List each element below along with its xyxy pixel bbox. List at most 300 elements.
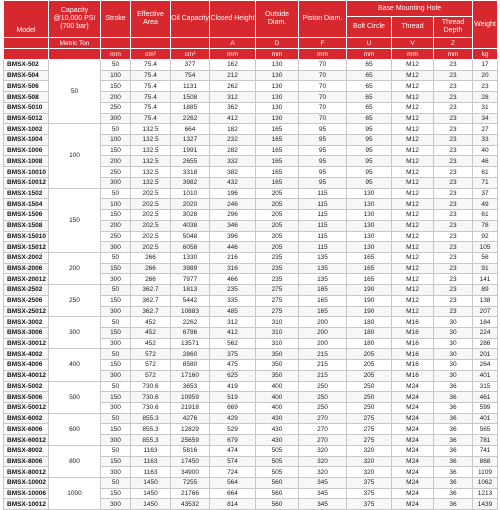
cell-capacity: 1000 bbox=[49, 478, 101, 510]
cell-piston-diam: 250 bbox=[299, 403, 347, 414]
cell-effective-area: 75.4 bbox=[131, 113, 171, 124]
cell-effective-area: 572 bbox=[131, 360, 171, 371]
cell-bolt-circle: 130 bbox=[347, 231, 392, 242]
cell-thread-depth: 30 bbox=[434, 327, 473, 338]
cell-model: BMSX-1508 bbox=[4, 220, 49, 231]
cell-weight: 27 bbox=[473, 124, 498, 135]
unit-weight: kg bbox=[473, 49, 498, 60]
cell-thread-depth: 36 bbox=[434, 488, 473, 499]
letter-thread-depth: Z bbox=[434, 38, 473, 49]
cell-outside-diam: 430 bbox=[256, 413, 299, 424]
cell-piston-diam: 200 bbox=[299, 317, 347, 328]
cell-weight: 61 bbox=[473, 210, 498, 221]
cell-thread-depth: 23 bbox=[434, 81, 473, 92]
cell-thread: M24 bbox=[392, 478, 434, 489]
cell-effective-area: 75.4 bbox=[131, 102, 171, 113]
cell-thread-depth: 36 bbox=[434, 435, 473, 446]
cell-model: BMSX-5006 bbox=[4, 392, 49, 403]
cell-oil-capacity: 8580 bbox=[171, 360, 210, 371]
cell-bolt-circle: 275 bbox=[347, 435, 392, 446]
cell-outside-diam: 205 bbox=[256, 242, 299, 253]
cell-effective-area: 266 bbox=[131, 263, 171, 274]
cell-piston-diam: 215 bbox=[299, 370, 347, 381]
cell-oil-capacity: 5816 bbox=[171, 445, 210, 456]
cell-thread: M16 bbox=[392, 370, 434, 381]
cell-weight: 286 bbox=[473, 338, 498, 349]
cell-thread: M12 bbox=[392, 113, 434, 124]
cell-outside-diam: 400 bbox=[256, 403, 299, 414]
cell-model: BMSX-504 bbox=[4, 70, 49, 81]
cell-outside-diam: 505 bbox=[256, 445, 299, 456]
cell-model: BMSX-5010 bbox=[4, 102, 49, 113]
cell-bolt-circle: 95 bbox=[347, 167, 392, 178]
unit-effective-area: cm² bbox=[131, 49, 171, 60]
cell-oil-capacity: 17450 bbox=[171, 456, 210, 467]
cell-weight: 224 bbox=[473, 327, 498, 338]
cell-outside-diam: 400 bbox=[256, 392, 299, 403]
cell-bolt-circle: 375 bbox=[347, 478, 392, 489]
cell-oil-capacity: 377 bbox=[171, 60, 210, 71]
cell-piston-diam: 115 bbox=[299, 210, 347, 221]
cell-bolt-circle: 95 bbox=[347, 177, 392, 188]
table-row bbox=[4, 349, 498, 360]
cell-closed-height: 475 bbox=[210, 360, 256, 371]
cell-piston-diam: 115 bbox=[299, 242, 347, 253]
cell-model: BMSX-506 bbox=[4, 81, 49, 92]
cell-outside-diam: 275 bbox=[256, 306, 299, 317]
cell-thread: M12 bbox=[392, 135, 434, 146]
cell-thread-depth: 23 bbox=[434, 306, 473, 317]
cell-stroke: 300 bbox=[101, 306, 131, 317]
cell-thread-depth: 36 bbox=[434, 499, 473, 510]
header-thread: Thread bbox=[392, 17, 434, 38]
letter-stroke-blank bbox=[101, 38, 131, 49]
cell-outside-diam: 310 bbox=[256, 317, 299, 328]
cell-effective-area: 452 bbox=[131, 317, 171, 328]
cell-oil-capacity: 43532 bbox=[171, 499, 210, 510]
cell-stroke: 150 bbox=[101, 424, 131, 435]
cell-bolt-circle: 130 bbox=[347, 220, 392, 231]
cell-bolt-circle: 320 bbox=[347, 445, 392, 456]
cell-closed-height: 429 bbox=[210, 413, 256, 424]
cell-weight: 23 bbox=[473, 81, 498, 92]
cell-outside-diam: 560 bbox=[256, 478, 299, 489]
cell-outside-diam: 275 bbox=[256, 295, 299, 306]
header-effective-area: Effective Area bbox=[131, 1, 171, 38]
cell-outside-diam: 560 bbox=[256, 499, 299, 510]
unit-thread-depth: mm bbox=[434, 49, 473, 60]
cell-model: BMSX-1502 bbox=[4, 188, 49, 199]
cell-model: BMSX-1002 bbox=[4, 124, 49, 135]
cell-weight: 264 bbox=[473, 360, 498, 371]
cell-piston-diam: 165 bbox=[299, 295, 347, 306]
cell-oil-capacity: 5442 bbox=[171, 295, 210, 306]
cell-closed-height: 446 bbox=[210, 242, 256, 253]
cell-thread-depth: 36 bbox=[434, 456, 473, 467]
cell-effective-area: 362.7 bbox=[131, 306, 171, 317]
cell-bolt-circle: 375 bbox=[347, 488, 392, 499]
cell-closed-height: 419 bbox=[210, 381, 256, 392]
cell-closed-height: 474 bbox=[210, 445, 256, 456]
cell-piston-diam: 270 bbox=[299, 413, 347, 424]
cell-model: BMSX-1506 bbox=[4, 210, 49, 221]
cell-outside-diam: 560 bbox=[256, 488, 299, 499]
cell-piston-diam: 320 bbox=[299, 445, 347, 456]
cell-effective-area: 75.4 bbox=[131, 70, 171, 81]
cell-outside-diam: 430 bbox=[256, 435, 299, 446]
cell-oil-capacity: 3028 bbox=[171, 210, 210, 221]
cell-weight: 71 bbox=[473, 177, 498, 188]
cell-effective-area: 572 bbox=[131, 370, 171, 381]
cell-oil-capacity: 25659 bbox=[171, 435, 210, 446]
cell-oil-capacity: 2262 bbox=[171, 113, 210, 124]
cell-thread-depth: 23 bbox=[434, 177, 473, 188]
cell-model: BMSX-2502 bbox=[4, 285, 49, 296]
cell-weight: 565 bbox=[473, 424, 498, 435]
cell-thread-depth: 30 bbox=[434, 317, 473, 328]
cell-bolt-circle: 250 bbox=[347, 381, 392, 392]
cell-model: BMSX-40012 bbox=[4, 370, 49, 381]
cell-thread: M24 bbox=[392, 456, 434, 467]
cell-thread: M24 bbox=[392, 435, 434, 446]
cell-model: BMSX-1504 bbox=[4, 199, 49, 210]
cell-stroke: 50 bbox=[101, 285, 131, 296]
cell-thread: M12 bbox=[392, 124, 434, 135]
cell-bolt-circle: 130 bbox=[347, 242, 392, 253]
cell-outside-diam: 400 bbox=[256, 381, 299, 392]
cell-thread-depth: 36 bbox=[434, 403, 473, 414]
cell-model: BMSX-30012 bbox=[4, 338, 49, 349]
cell-thread: M12 bbox=[392, 252, 434, 263]
cell-closed-height: 814 bbox=[210, 499, 256, 510]
cell-weight: 138 bbox=[473, 295, 498, 306]
cell-closed-height: 529 bbox=[210, 424, 256, 435]
cell-thread-depth: 23 bbox=[434, 124, 473, 135]
cell-oil-capacity: 17160 bbox=[171, 370, 210, 381]
cell-bolt-circle: 275 bbox=[347, 424, 392, 435]
cell-weight: 56 bbox=[473, 252, 498, 263]
cell-outside-diam: 235 bbox=[256, 263, 299, 274]
cell-stroke: 100 bbox=[101, 135, 131, 146]
table-header bbox=[4, 1, 498, 60]
cell-weight: 31 bbox=[473, 102, 498, 113]
cell-stroke: 150 bbox=[101, 360, 131, 371]
cell-effective-area: 730.6 bbox=[131, 403, 171, 414]
cell-thread: M16 bbox=[392, 360, 434, 371]
cell-bolt-circle: 65 bbox=[347, 70, 392, 81]
cell-outside-diam: 130 bbox=[256, 81, 299, 92]
cell-model: BMSX-6002 bbox=[4, 413, 49, 424]
table-row bbox=[4, 381, 498, 392]
cell-model: BMSX-10002 bbox=[4, 478, 49, 489]
cell-bolt-circle: 375 bbox=[347, 499, 392, 510]
cell-outside-diam: 310 bbox=[256, 327, 299, 338]
cell-oil-capacity: 754 bbox=[171, 70, 210, 81]
cell-bolt-circle: 130 bbox=[347, 210, 392, 221]
cell-outside-diam: 165 bbox=[256, 177, 299, 188]
cell-piston-diam: 345 bbox=[299, 488, 347, 499]
cell-piston-diam: 320 bbox=[299, 467, 347, 478]
cell-oil-capacity: 1010 bbox=[171, 188, 210, 199]
cell-oil-capacity: 2262 bbox=[171, 317, 210, 328]
cell-weight: 28 bbox=[473, 92, 498, 103]
table-row bbox=[4, 413, 498, 424]
header-stroke: Stroke bbox=[101, 1, 131, 38]
cell-stroke: 50 bbox=[101, 252, 131, 263]
cell-bolt-circle: 95 bbox=[347, 156, 392, 167]
cell-bolt-circle: 130 bbox=[347, 199, 392, 210]
cell-thread: M12 bbox=[392, 177, 434, 188]
cell-stroke: 100 bbox=[101, 70, 131, 81]
cell-stroke: 300 bbox=[101, 467, 131, 478]
table-row bbox=[4, 285, 498, 296]
letter-closed-height: A bbox=[210, 38, 256, 49]
cell-effective-area: 202.5 bbox=[131, 231, 171, 242]
cell-piston-diam: 165 bbox=[299, 285, 347, 296]
cell-bolt-circle: 65 bbox=[347, 102, 392, 113]
cell-effective-area: 730.6 bbox=[131, 381, 171, 392]
cell-oil-capacity: 1991 bbox=[171, 145, 210, 156]
header-outside-diam: Outside Diam. bbox=[256, 1, 299, 38]
cell-effective-area: 132.5 bbox=[131, 156, 171, 167]
cell-model: BMSX-4002 bbox=[4, 349, 49, 360]
cell-thread-depth: 23 bbox=[434, 135, 473, 146]
cell-model: BMSX-25012 bbox=[4, 306, 49, 317]
cell-stroke: 250 bbox=[101, 167, 131, 178]
header-oil-capacity: Oil Capacity bbox=[171, 1, 210, 38]
cell-closed-height: 332 bbox=[210, 156, 256, 167]
cell-thread-depth: 23 bbox=[434, 167, 473, 178]
cell-weight: 46 bbox=[473, 156, 498, 167]
cell-thread-depth: 36 bbox=[434, 424, 473, 435]
cell-thread: M24 bbox=[392, 445, 434, 456]
unit-model-blank bbox=[4, 49, 49, 60]
cell-closed-height: 335 bbox=[210, 295, 256, 306]
cell-closed-height: 412 bbox=[210, 113, 256, 124]
cell-thread-depth: 36 bbox=[434, 392, 473, 403]
cell-effective-area: 132.5 bbox=[131, 124, 171, 135]
cell-effective-area: 266 bbox=[131, 252, 171, 263]
cell-piston-diam: 70 bbox=[299, 81, 347, 92]
cell-weight: 37 bbox=[473, 188, 498, 199]
header-capacity: Capacity @10,000 PSI (700 bar) bbox=[49, 1, 101, 38]
cell-piston-diam: 320 bbox=[299, 456, 347, 467]
cell-stroke: 300 bbox=[101, 499, 131, 510]
cell-piston-diam: 345 bbox=[299, 478, 347, 489]
cell-bolt-circle: 165 bbox=[347, 263, 392, 274]
cell-thread: M12 bbox=[392, 210, 434, 221]
cell-thread: M12 bbox=[392, 263, 434, 274]
cell-thread-depth: 23 bbox=[434, 113, 473, 124]
cell-oil-capacity: 12829 bbox=[171, 424, 210, 435]
cell-piston-diam: 250 bbox=[299, 381, 347, 392]
cell-thread: M12 bbox=[392, 145, 434, 156]
cell-stroke: 150 bbox=[101, 145, 131, 156]
cell-capacity: 800 bbox=[49, 445, 101, 477]
cell-oil-capacity: 3318 bbox=[171, 167, 210, 178]
cell-stroke: 50 bbox=[101, 381, 131, 392]
cell-thread-depth: 23 bbox=[434, 92, 473, 103]
cell-oil-capacity: 5048 bbox=[171, 231, 210, 242]
cell-oil-capacity: 2655 bbox=[171, 156, 210, 167]
cell-oil-capacity: 2020 bbox=[171, 199, 210, 210]
cell-outside-diam: 130 bbox=[256, 70, 299, 81]
unit-thread: mm bbox=[392, 49, 434, 60]
cell-weight: 1062 bbox=[473, 478, 498, 489]
cell-thread: M24 bbox=[392, 403, 434, 414]
cell-piston-diam: 215 bbox=[299, 360, 347, 371]
cell-piston-diam: 135 bbox=[299, 263, 347, 274]
cell-thread-depth: 23 bbox=[434, 295, 473, 306]
table-row bbox=[4, 317, 498, 328]
cell-thread: M12 bbox=[392, 167, 434, 178]
cell-thread: M24 bbox=[392, 424, 434, 435]
cell-capacity: 500 bbox=[49, 381, 101, 413]
cell-outside-diam: 275 bbox=[256, 285, 299, 296]
cell-effective-area: 855.3 bbox=[131, 424, 171, 435]
cell-thread-depth: 23 bbox=[434, 210, 473, 221]
cell-outside-diam: 165 bbox=[256, 145, 299, 156]
header-thread-depth: Thread Depth bbox=[434, 17, 473, 38]
cell-bolt-circle: 205 bbox=[347, 349, 392, 360]
cell-piston-diam: 95 bbox=[299, 167, 347, 178]
cell-thread: M12 bbox=[392, 242, 434, 253]
cell-outside-diam: 130 bbox=[256, 92, 299, 103]
cell-stroke: 300 bbox=[101, 403, 131, 414]
cell-bolt-circle: 190 bbox=[347, 306, 392, 317]
cell-closed-height: 625 bbox=[210, 370, 256, 381]
letter-effective-area-blank bbox=[131, 38, 171, 49]
cell-bolt-circle: 65 bbox=[347, 113, 392, 124]
cell-outside-diam: 205 bbox=[256, 210, 299, 221]
cell-outside-diam: 235 bbox=[256, 252, 299, 263]
cell-stroke: 150 bbox=[101, 456, 131, 467]
cell-outside-diam: 350 bbox=[256, 349, 299, 360]
cell-thread: M12 bbox=[392, 156, 434, 167]
cell-oil-capacity: 21766 bbox=[171, 488, 210, 499]
cell-stroke: 50 bbox=[101, 188, 131, 199]
cell-thread: M24 bbox=[392, 413, 434, 424]
cell-model: BMSX-2006 bbox=[4, 263, 49, 274]
cell-weight: 201 bbox=[473, 349, 498, 360]
cell-thread-depth: 30 bbox=[434, 338, 473, 349]
cell-outside-diam: 165 bbox=[256, 156, 299, 167]
cell-capacity: 150 bbox=[49, 188, 101, 252]
cell-effective-area: 202.5 bbox=[131, 220, 171, 231]
cell-piston-diam: 270 bbox=[299, 424, 347, 435]
letter-outside-diam: D bbox=[256, 38, 299, 49]
cell-bolt-circle: 180 bbox=[347, 338, 392, 349]
cell-thread: M12 bbox=[392, 295, 434, 306]
cell-stroke: 300 bbox=[101, 177, 131, 188]
cell-thread: M16 bbox=[392, 338, 434, 349]
cell-closed-height: 212 bbox=[210, 70, 256, 81]
cell-closed-height: 375 bbox=[210, 349, 256, 360]
unit-piston-diam: mm bbox=[299, 49, 347, 60]
cell-piston-diam: 95 bbox=[299, 177, 347, 188]
cell-capacity: 300 bbox=[49, 317, 101, 349]
cell-weight: 599 bbox=[473, 403, 498, 414]
spec-table-wrapper bbox=[3, 0, 497, 510]
cell-piston-diam: 250 bbox=[299, 392, 347, 403]
cell-closed-height: 312 bbox=[210, 92, 256, 103]
cell-oil-capacity: 6058 bbox=[171, 242, 210, 253]
cell-oil-capacity: 3653 bbox=[171, 381, 210, 392]
cell-effective-area: 132.5 bbox=[131, 177, 171, 188]
unit-oil-capacity: cm³ bbox=[171, 49, 210, 60]
cell-piston-diam: 95 bbox=[299, 135, 347, 146]
cell-model: BMSX-8006 bbox=[4, 456, 49, 467]
cell-bolt-circle: 190 bbox=[347, 285, 392, 296]
cell-bolt-circle: 165 bbox=[347, 274, 392, 285]
cell-stroke: 200 bbox=[101, 220, 131, 231]
cell-effective-area: 202.5 bbox=[131, 210, 171, 221]
cell-closed-height: 196 bbox=[210, 188, 256, 199]
table-body bbox=[4, 60, 498, 510]
cell-bolt-circle: 180 bbox=[347, 317, 392, 328]
cell-thread-depth: 23 bbox=[434, 231, 473, 242]
cell-thread: M24 bbox=[392, 381, 434, 392]
cell-stroke: 150 bbox=[101, 210, 131, 221]
cell-weight: 40 bbox=[473, 145, 498, 156]
cell-model: BMSX-4006 bbox=[4, 360, 49, 371]
unit-bolt-circle: mm bbox=[347, 49, 392, 60]
cell-closed-height: 466 bbox=[210, 274, 256, 285]
cell-stroke: 200 bbox=[101, 92, 131, 103]
cell-thread: M12 bbox=[392, 274, 434, 285]
cell-thread: M16 bbox=[392, 317, 434, 328]
cell-closed-height: 485 bbox=[210, 306, 256, 317]
cell-bolt-circle: 180 bbox=[347, 327, 392, 338]
cell-thread-depth: 23 bbox=[434, 102, 473, 113]
cell-bolt-circle: 320 bbox=[347, 467, 392, 478]
cell-oil-capacity: 3989 bbox=[171, 263, 210, 274]
cell-weight: 78 bbox=[473, 220, 498, 231]
table-row bbox=[4, 124, 498, 135]
cell-piston-diam: 200 bbox=[299, 338, 347, 349]
cell-effective-area: 132.5 bbox=[131, 167, 171, 178]
cell-effective-area: 362.7 bbox=[131, 295, 171, 306]
cell-piston-diam: 70 bbox=[299, 102, 347, 113]
cell-closed-height: 262 bbox=[210, 81, 256, 92]
letter-piston-diam: F bbox=[299, 38, 347, 49]
cell-bolt-circle: 250 bbox=[347, 392, 392, 403]
cell-oil-capacity: 1131 bbox=[171, 81, 210, 92]
cell-capacity: 600 bbox=[49, 413, 101, 445]
cell-closed-height: 382 bbox=[210, 167, 256, 178]
cell-weight: 1213 bbox=[473, 488, 498, 499]
cell-closed-height: 282 bbox=[210, 145, 256, 156]
cell-thread-depth: 23 bbox=[434, 188, 473, 199]
cell-weight: 461 bbox=[473, 392, 498, 403]
letter-bolt-circle: U bbox=[347, 38, 392, 49]
cell-outside-diam: 165 bbox=[256, 135, 299, 146]
cell-piston-diam: 115 bbox=[299, 188, 347, 199]
cell-bolt-circle: 95 bbox=[347, 124, 392, 135]
cell-piston-diam: 135 bbox=[299, 252, 347, 263]
cell-closed-height: 216 bbox=[210, 252, 256, 263]
cell-thread-depth: 30 bbox=[434, 360, 473, 371]
cell-weight: 49 bbox=[473, 199, 498, 210]
cell-outside-diam: 505 bbox=[256, 456, 299, 467]
cell-closed-height: 669 bbox=[210, 403, 256, 414]
cell-model: BMSX-20012 bbox=[4, 274, 49, 285]
letter-thread: V bbox=[392, 38, 434, 49]
cell-outside-diam: 130 bbox=[256, 102, 299, 113]
cell-oil-capacity: 2860 bbox=[171, 349, 210, 360]
cell-model: BMSX-502 bbox=[4, 60, 49, 71]
cell-bolt-circle: 65 bbox=[347, 92, 392, 103]
